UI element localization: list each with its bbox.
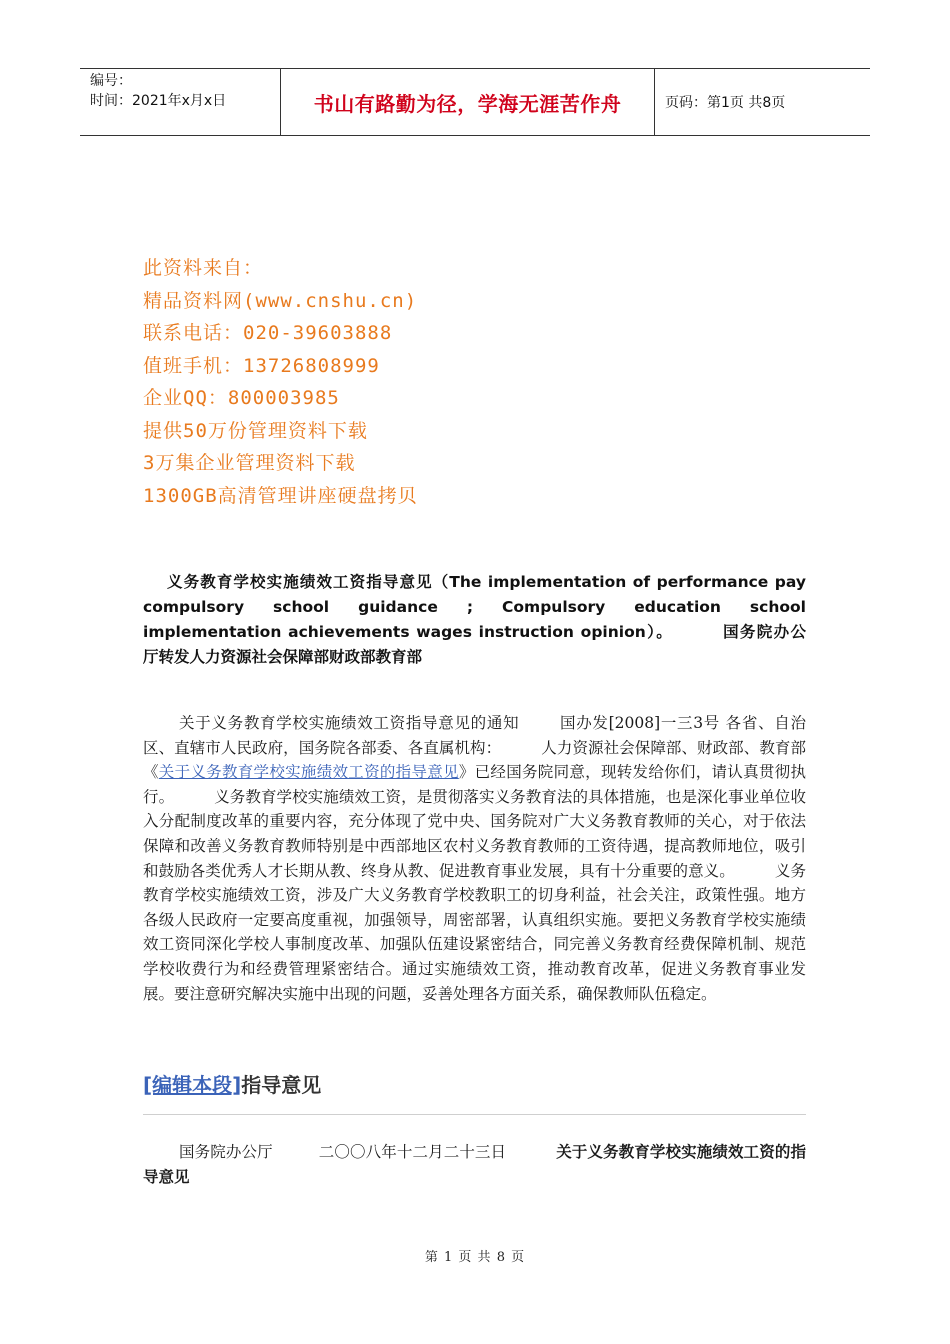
recipients: 各省、自治区、直辖市人民政府，国务院各部委、各直属机构：	[143, 714, 806, 757]
issuing-org: 国务院办公厅	[179, 1143, 273, 1161]
title-main: 义务教育学校实施绩效工资指导意见（The implementation of performance pay compulsory school guidance ; Compulsory education school implementation achievements wages instruction opinion）。	[143, 573, 806, 641]
number-label: 编号：	[90, 73, 132, 89]
ad-line: 3万集企业管理资料下载	[143, 452, 356, 474]
guidance-title: 关于义务教育学校实施绩效工资的指导意见	[143, 1143, 806, 1186]
issue-date: 二〇〇八年十二月二十三日	[318, 1143, 507, 1161]
ad-line: 提供50万份管理资料下载	[143, 419, 368, 442]
document-header	[80, 68, 870, 136]
page-number-footer: 第 1 页 共 8 页	[424, 1250, 526, 1265]
section-divider	[143, 1114, 806, 1115]
doc-number: 国办发[2008]一三3号	[559, 714, 721, 732]
title-paragraph	[143, 570, 806, 670]
section-heading	[143, 1070, 806, 1100]
source-ad-block	[143, 252, 418, 512]
title-org: 国务院办公厅转发人力资源社会保障部财政部教育部	[143, 623, 806, 666]
after-link-text: 》已经国务院同意，现转发给你们，请认真贯彻执行。	[143, 763, 806, 806]
header-page-info: 页码：第1页 共8页	[665, 95, 786, 111]
time-label: 时间：2021年x月x日	[90, 93, 227, 109]
body-paragraph-2: 义务教育学校实施绩效工资，涉及广大义务教育学校教职工的切身利益，社会关注，政策性强。地方各级人民政府一定要高度重视，加强领导，周密部署，认真组织实施。要把义务教育学校实施绩效工资同深化学校人事制度改革、加强队伍建设紧密结合，同完善义务教育经费保障机制、规范学校收费行为和经费管理紧密结合。通过实施绩效工资，推动教育改革，促进义务教育事业发展。要注意研究解决实施中出现的问题，妥善处理各方面关系，确保教师队伍稳定。	[143, 861, 806, 1003]
header-meta-cell	[80, 69, 281, 135]
header-motto: 书山有路勤为径，学海无涯苦作舟	[281, 69, 655, 135]
ad-line: 联系电话：020-39603888	[143, 322, 393, 344]
notice-title: 关于义务教育学校实施绩效工资指导意见的通知	[179, 714, 520, 732]
departments: 人力资源社会保障部、财政部、教育部《	[143, 738, 806, 782]
ad-line: 此资料来自：	[143, 257, 264, 279]
edit-section-link[interactable]: [编辑本段]	[143, 1073, 242, 1097]
guidance-link[interactable]: 关于义务教育学校实施绩效工资的指导意见	[158, 763, 459, 782]
signature-paragraph	[143, 1140, 806, 1190]
ad-line: 企业QQ：800003985	[143, 387, 340, 409]
ad-line: 值班手机：13726808999	[143, 354, 380, 377]
notice-body	[143, 711, 806, 1006]
section-title: 指导意见	[241, 1073, 322, 1097]
ad-line: 精品资料网(www.cnshu.cn)	[143, 289, 418, 312]
ad-line: 1300GB高清管理讲座硬盘拷贝	[143, 484, 418, 507]
body-paragraph-1: 义务教育学校实施绩效工资，是贯彻落实义务教育法的具体措施，也是深化事业单位收入分配制度改革的重要内容，充分体现了党中央、国务院对广大义务教育教师的关心，对于依法保障和改善义务教育教师特别是中西部地区农村义务教育教师的工资待遇，提高教师地位，吸引和鼓励各类优秀人才长期从教、终身从教、促进教育事业发展，具有十分重要的意义。	[143, 787, 806, 880]
